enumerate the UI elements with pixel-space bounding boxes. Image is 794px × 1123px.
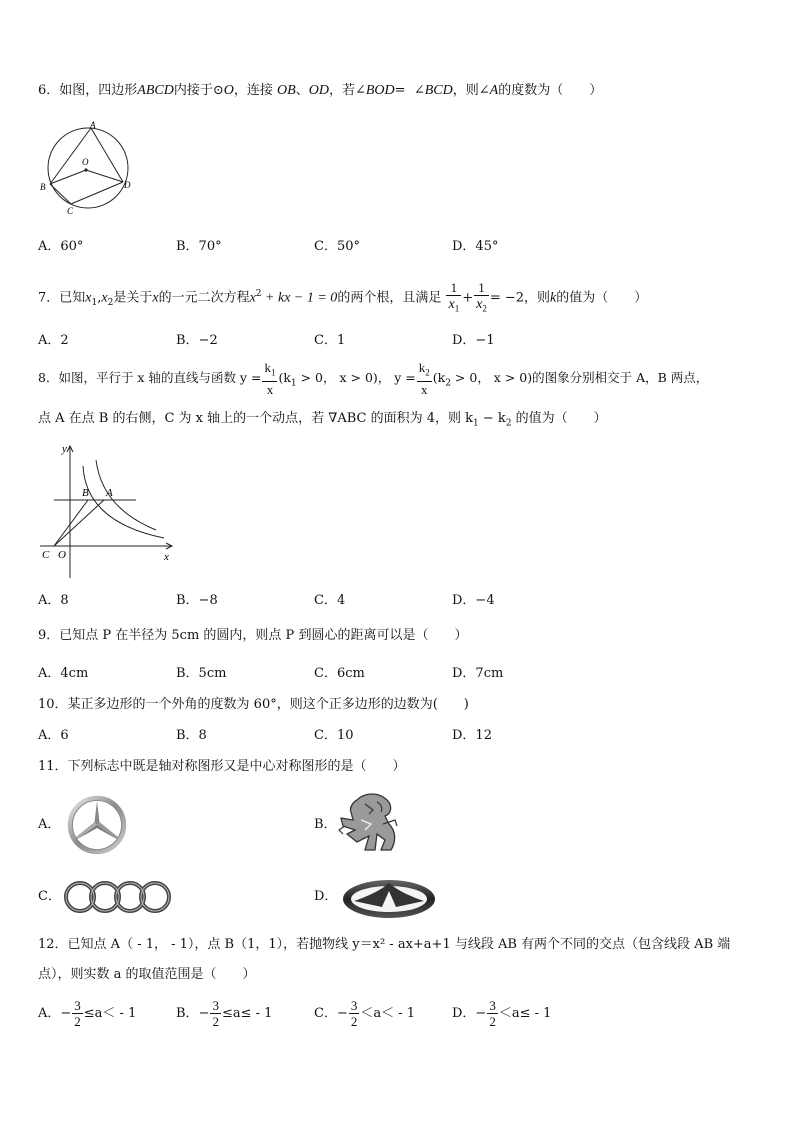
q8-cond2-sub: 2 [445, 378, 451, 389]
q6-label-b: B [40, 182, 46, 192]
q12-option-d-label: D．− [452, 1006, 487, 1021]
q8-label-a: A [106, 487, 113, 499]
q8-frac2-k: k [418, 360, 426, 376]
q7-option-d[interactable]: D．−1 [452, 333, 495, 348]
q6-quad: ABCD [137, 83, 174, 98]
q8-frac1-sub: 1 [270, 367, 276, 378]
q12-option-b-rest: ≤a≤ - 1 [221, 1006, 273, 1021]
q7-frac1-den-sub: 1 [454, 303, 460, 314]
q9-option-c[interactable]: C．6cm [314, 666, 365, 681]
q8-text: 8．如图，平行于 x 轴的直线与函数 y = [38, 370, 262, 385]
q6-label-c: C [67, 206, 74, 216]
q11-option-a[interactable]: A． [38, 817, 61, 832]
q8-option-b[interactable]: B．−8 [176, 593, 218, 608]
q7-frac2-den [474, 296, 489, 317]
q12-option-d-fraction [487, 998, 498, 1029]
q7-equation: x [249, 290, 256, 306]
q9-option-a[interactable]: A．4cm [38, 666, 89, 681]
q10-option-a[interactable]: A．6 [38, 728, 69, 743]
q12-option-b[interactable] [176, 996, 272, 1032]
q12-option-c-label: C．− [314, 1006, 348, 1021]
q6-text: 、 [295, 83, 309, 98]
q7-text: 的一元二次方程 [158, 290, 250, 306]
q8-frac1-k: k [264, 360, 271, 376]
q12-option-a-rest: ≤a＜ - 1 [83, 1006, 137, 1021]
q8-frac2-sub: 2 [425, 367, 430, 378]
question-9-stem: 9．已知点 P 在半径为 5cm 的圆内，则点 P 到圆心的距离可以是（ ） [38, 628, 468, 643]
q8-frac2-num [417, 360, 432, 382]
q8-label-y: y [62, 443, 67, 455]
q6-angle-bcd: BCD [424, 83, 453, 98]
question-8-stem-line-1 [38, 360, 708, 402]
mercedes-logo-icon[interactable] [66, 795, 128, 855]
q7-x: x [152, 290, 159, 306]
q6-text: 的度数为（ ） [498, 83, 603, 98]
q7-equation: + kx − 1 = 0 [261, 290, 338, 306]
q8-text: 的图象分别相交于 A，B 两点， [532, 370, 709, 385]
q7-frac2-den-x: x [476, 296, 483, 312]
question-10-stem: 10．某正多边形的一个外角的度数为 60°，则这个正多边形的边数为( ) [38, 697, 469, 712]
q10-option-c[interactable]: C．10 [314, 728, 354, 743]
q7-text: 的值为（ ） [556, 290, 648, 306]
q12-option-a[interactable] [38, 996, 136, 1032]
q8-frac2-den: x [421, 381, 428, 397]
q11-option-d[interactable]: D． [314, 889, 338, 904]
q7-text: + [462, 290, 474, 306]
q8-cond1-sub: 1 [290, 378, 297, 389]
q7-x2-sub: 2 [107, 297, 114, 308]
q7-option-a[interactable]: A．2 [38, 333, 69, 348]
q12-option-b-fraction [210, 998, 221, 1029]
q6-option-d[interactable]: D．45° [452, 239, 499, 254]
q6-option-c[interactable]: C．50° [314, 239, 360, 254]
q12-frac-num: 3 [212, 998, 219, 1013]
q10-option-b[interactable]: B．8 [176, 728, 207, 743]
q7-text: , [97, 290, 102, 306]
q7-fraction-1 [446, 280, 461, 317]
q8-cond1-rest: > 0， x > 0) [296, 370, 378, 385]
q8-fraction-2 [417, 360, 432, 397]
q7-fraction-2 [474, 280, 489, 317]
question-6-stem [38, 82, 602, 100]
q12-option-b-label: B．− [176, 1006, 210, 1021]
q8-label-b: B [82, 487, 89, 499]
q7-frac1-num: 1 [446, 280, 461, 296]
q6-label-o: O [82, 157, 89, 167]
q8-hyperbola-figure [36, 440, 178, 582]
question-12-stem-line-1: 12．已知点 A（ - 1， - 1），点 B（1，1），若抛物线 y＝x² - ax+a+1 与线段 AB 有两个不同的交点（包含线段 AB 端 [38, 937, 731, 952]
q6-text: ∠ [413, 83, 425, 98]
q6-od: OD [308, 83, 329, 98]
q6-text: 内接于⊙ [173, 83, 224, 98]
audi-logo-icon[interactable] [62, 877, 174, 917]
q9-option-b[interactable]: B．5cm [176, 666, 227, 681]
q6-text: ，若∠ [328, 83, 366, 98]
q8-label-x: x [164, 551, 169, 563]
question-8-stem-line-2 [38, 410, 607, 433]
q6-circle-o: O [223, 83, 234, 98]
q7-frac2-num: 1 [474, 280, 489, 296]
q8-cond1: (k [278, 370, 291, 385]
q7-frac1-den-x: x [448, 296, 455, 312]
q12-option-a-fraction [72, 998, 83, 1029]
q7-option-b[interactable]: B．−2 [176, 333, 218, 348]
q6-option-a[interactable]: A．60° [38, 239, 84, 254]
q10-option-d[interactable]: D．12 [452, 728, 492, 743]
q12-option-a-label: A．− [38, 1006, 72, 1021]
q8-option-c[interactable]: C．4 [314, 593, 346, 608]
q7-equation-sup: 2 [255, 289, 262, 299]
question-11-stem: 11．下列标志中既是轴对称图形又是中心对称图形的是（ ） [38, 759, 406, 774]
q8-text: 的值为（ ） [511, 411, 607, 426]
q6-text: ，连接 [233, 83, 273, 98]
q6-text: ，则∠ [452, 83, 490, 98]
q7-text: 7．已知 [38, 290, 86, 306]
q12-option-d-rest: ＜a≤ - 1 [498, 1006, 552, 1021]
q8-option-a[interactable]: A．8 [38, 593, 69, 608]
q11-option-c[interactable]: C． [38, 889, 61, 904]
q7-frac1-den [446, 296, 461, 317]
q7-x2: x [101, 290, 108, 306]
q7-text: 是关于 [113, 290, 153, 306]
q9-option-d[interactable]: D．7cm [452, 666, 504, 681]
q8-cond2: (k [432, 370, 446, 385]
q6-ob: OB [277, 83, 296, 98]
q8-cond2-rest: > 0， x > 0) [450, 370, 533, 385]
q8-fraction-1 [262, 360, 277, 397]
q12-option-c-fraction [349, 998, 360, 1029]
q6-option-b[interactable]: B．70° [176, 239, 222, 254]
q6-label-a: A [90, 120, 96, 130]
q7-k: k [550, 290, 557, 306]
q8-k1-sub: 1 [473, 418, 479, 429]
q8-frac1-den: x [266, 381, 274, 397]
q6-circle-figure [36, 118, 136, 218]
q8-label-o: O [58, 549, 66, 561]
infiniti-logo-icon[interactable] [340, 877, 438, 921]
q7-text: ，则 [524, 290, 551, 306]
q12-frac-den: 2 [350, 1014, 358, 1029]
question-7-stem [38, 276, 647, 321]
q8-text: − k [478, 411, 506, 426]
q12-frac-num: 3 [350, 998, 358, 1013]
q7-rhs: = −2 [489, 290, 525, 306]
q8-text: ， y = [377, 370, 416, 385]
q12-option-c[interactable] [314, 996, 415, 1032]
q12-frac-den: 2 [212, 1014, 219, 1029]
q12-frac-den: 2 [74, 1014, 81, 1029]
q12-option-c-rest: ＜a＜ - 1 [360, 1006, 416, 1021]
q7-option-c[interactable]: C．1 [314, 333, 346, 348]
q8-label-c: C [42, 549, 50, 561]
question-12-stem-line-2: 点），则实数 a 的取值范围是（ ） [38, 967, 256, 982]
q7-x1-sub: 1 [91, 297, 98, 308]
q6-angle-a: A [489, 83, 499, 98]
q8-k2-sub: 2 [505, 418, 512, 429]
peugeot-logo-icon[interactable] [335, 790, 407, 858]
q12-frac-num: 3 [489, 998, 496, 1013]
q6-text: = [394, 83, 406, 98]
q7-text: 的两个根，且满足 [337, 290, 442, 306]
q6-label-d: D [124, 180, 131, 190]
q6-text: 6．如图，四边形 [38, 83, 138, 98]
q8-text: 点 A 在点 B 的右侧，C 为 x 轴上的一个动点，若 ∇ABC 的面积为 4，则 k [38, 411, 474, 426]
q12-frac-num: 3 [74, 998, 81, 1013]
q7-x1: x [85, 290, 92, 306]
q8-frac1-num [262, 360, 277, 382]
q12-frac-den: 2 [489, 1014, 496, 1029]
q7-frac2-den-sub: 2 [482, 303, 487, 314]
q6-angle-bod: BOD [365, 83, 395, 98]
q8-option-d[interactable]: D．−4 [452, 593, 495, 608]
q11-option-b[interactable]: B． [314, 817, 337, 832]
q12-option-d[interactable] [452, 996, 551, 1032]
